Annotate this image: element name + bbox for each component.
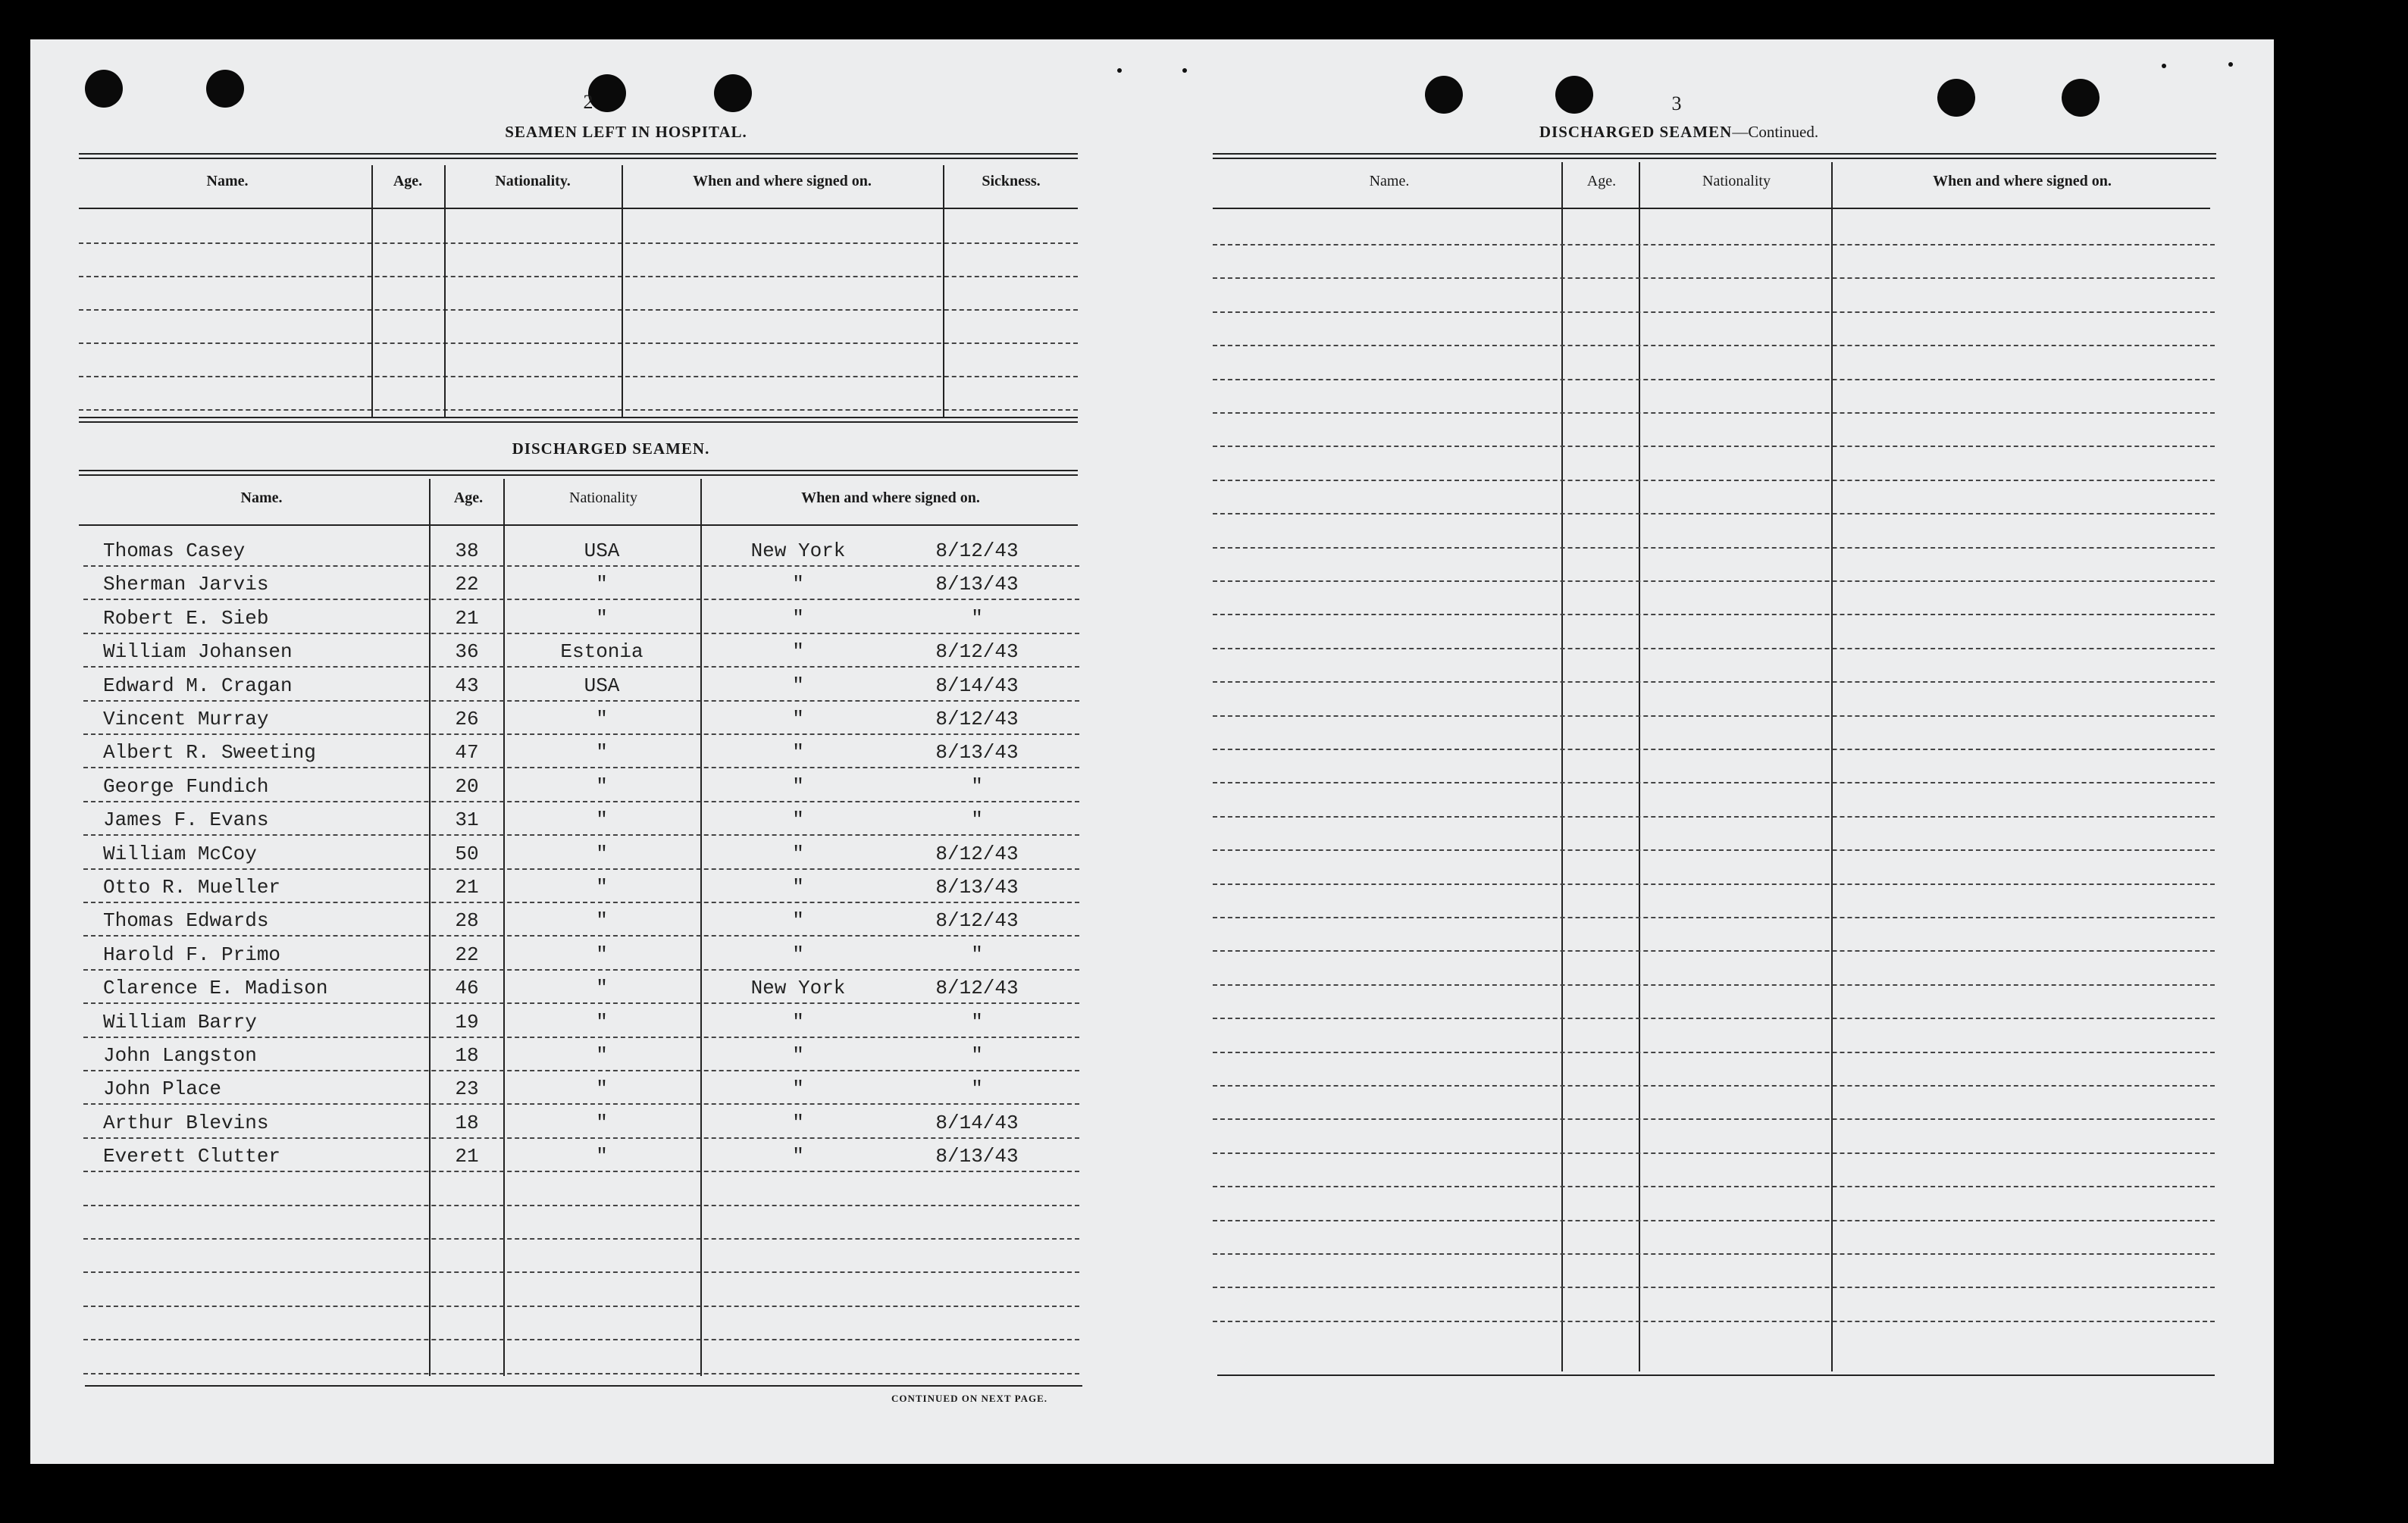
punch-hole (2062, 79, 2100, 117)
seaman-nationality: " (596, 1044, 608, 1067)
seaman-name: Robert E. Sieb (103, 606, 269, 630)
right-row-line (1213, 580, 2215, 582)
seaman-signed-place: " (792, 943, 804, 966)
seaman-signed-date: 8/13/43 (935, 573, 1019, 596)
document-sheet (30, 39, 2274, 1464)
seaman-nationality: " (596, 1145, 608, 1168)
seaman-signed-place: " (792, 909, 804, 933)
page-number-right: 3 (1671, 92, 1682, 114)
hospital-row-line (79, 376, 1078, 377)
seaman-signed-date: " (971, 808, 983, 832)
right-row-line (1213, 849, 2215, 851)
discharged-row-line (83, 834, 1079, 836)
seaman-nationality: " (596, 977, 608, 1000)
hospital-row-line (79, 309, 1078, 311)
seaman-nationality: " (596, 1010, 608, 1034)
ink-speck (2228, 62, 2233, 67)
seaman-signed-place: " (792, 1077, 804, 1101)
right-row-line (1213, 1253, 2215, 1255)
seaman-nationality: " (596, 708, 608, 730)
discharged-col-signed-on: When and where signed on. (801, 489, 980, 506)
seaman-nationality: " (596, 774, 608, 798)
right-row-line (1213, 513, 2215, 514)
hospital-col-divider (943, 165, 944, 417)
seaman-nationality: " (596, 573, 608, 596)
right-row-line (1213, 883, 2215, 885)
seaman-signed-place: " (792, 808, 804, 832)
seaman-nationality: " (596, 1077, 608, 1101)
discharged-col-nationality: Nationality (569, 489, 637, 506)
seaman-signed-date: 8/12/43 (935, 977, 1019, 1000)
seaman-age: 19 (455, 1010, 479, 1034)
discharged-row-line (83, 733, 1079, 735)
discharged-row-line (83, 1002, 1079, 1004)
seaman-age: 47 (455, 741, 479, 765)
seaman-signed-date: " (971, 1044, 983, 1067)
hospital-col-divider (371, 165, 373, 417)
seaman-age: 46 (455, 977, 479, 1000)
right-row-line (1213, 1287, 2215, 1288)
seaman-nationality: " (596, 943, 608, 966)
seaman-nationality: " (596, 909, 608, 933)
seaman-age: 36 (455, 640, 479, 664)
seaman-signed-date: " (971, 774, 983, 798)
hospital-col-divider (444, 165, 446, 417)
discharged-row-line (83, 767, 1079, 768)
right-row-line (1213, 244, 2215, 245)
right-row-line (1213, 446, 2215, 447)
seaman-age: 22 (455, 943, 479, 966)
seaman-signed-date: 8/14/43 (935, 674, 1019, 697)
discharged-col-divider (700, 479, 702, 1376)
hospital-top-rule (79, 153, 1078, 159)
seaman-nationality: " (596, 842, 608, 865)
seaman-signed-date: 8/12/43 (935, 842, 1019, 865)
hospital-col-name: Name. (206, 173, 249, 189)
right-row-line (1213, 614, 2215, 615)
discharged-row-line (83, 700, 1079, 702)
seaman-signed-place: " (792, 1010, 804, 1034)
right-row-line (1213, 715, 2215, 717)
seaman-signed-place: New York (750, 539, 846, 562)
discharged-col-divider (429, 479, 431, 1376)
right-col-divider (1831, 162, 1833, 1371)
seaman-name: William Barry (103, 1010, 257, 1034)
hospital-row-line (79, 409, 1078, 411)
discharged-row-line (83, 666, 1079, 668)
right-row-line (1213, 1152, 2215, 1154)
right-row-line (1213, 412, 2215, 414)
right-bottom-rule (1217, 1374, 2215, 1376)
right-row-line (1213, 648, 2215, 649)
seaman-name: Albert R. Sweeting (103, 741, 316, 765)
seaman-age: 43 (455, 674, 479, 697)
right-row-line (1213, 681, 2215, 683)
discharged-row-line (83, 633, 1079, 634)
seaman-signed-date: " (971, 1010, 983, 1034)
continued-title-suffix: —Continued. (1732, 123, 1819, 141)
seaman-signed-place: " (792, 674, 804, 697)
seaman-age: 21 (455, 1145, 479, 1168)
discharged-row-line (83, 801, 1079, 802)
seaman-age: 22 (455, 573, 479, 596)
page-number-left: 2 (583, 91, 593, 113)
seaman-signed-date: 8/12/43 (935, 640, 1019, 664)
right-col-nationality: Nationality (1702, 173, 1771, 189)
right-row-line (1213, 917, 2215, 918)
seaman-signed-place: " (792, 876, 804, 899)
discharged-row-line (83, 1238, 1079, 1240)
seaman-name: Thomas Edwards (103, 909, 269, 933)
right-row-line (1213, 480, 2215, 481)
seaman-name: Vincent Murray (103, 708, 269, 730)
seaman-signed-place: " (792, 1111, 804, 1134)
seaman-nationality: " (596, 808, 608, 832)
right-row-line (1213, 1220, 2215, 1221)
seaman-age: 31 (455, 808, 479, 832)
seaman-name: John Place (103, 1077, 222, 1101)
right-row-line (1213, 1052, 2215, 1053)
right-col-divider (1561, 162, 1563, 1371)
right-row-line (1213, 816, 2215, 818)
ink-speck (1117, 68, 1122, 73)
hospital-col-divider (622, 165, 623, 417)
hospital-col-sickness: Sickness. (982, 173, 1041, 189)
discharged-col-divider (503, 479, 505, 1376)
right-row-line (1213, 749, 2215, 750)
hospital-col-age: Age. (393, 173, 423, 189)
seaman-nationality: " (596, 876, 608, 899)
seaman-age: 21 (455, 606, 479, 630)
hospital-col-nationality: Nationality. (495, 173, 571, 189)
right-row-line (1213, 782, 2215, 783)
seaman-name: Harold F. Primo (103, 943, 281, 966)
seaman-signed-date: 8/12/43 (935, 708, 1019, 730)
seaman-age: 21 (455, 876, 479, 899)
right-row-line (1213, 277, 2215, 279)
continued-title-main: DISCHARGED SEAMEN (1539, 123, 1733, 141)
seaman-name: Edward M. Cragan (103, 674, 293, 697)
seaman-name: Thomas Casey (103, 539, 246, 562)
seaman-age: 18 (455, 1111, 479, 1134)
discharged-row-line (83, 565, 1079, 567)
seaman-name: Arthur Blevins (103, 1111, 269, 1134)
punch-hole (206, 70, 244, 108)
discharged-row-line (83, 969, 1079, 971)
discharged-row-line (83, 1037, 1079, 1038)
seaman-signed-place: " (792, 842, 804, 865)
seaman-name: Otto R. Mueller (103, 876, 281, 899)
right-row-line (1213, 1118, 2215, 1120)
continued-note: CONTINUED ON NEXT PAGE. (891, 1393, 1047, 1404)
hospital-col-signed-on: When and where signed on. (693, 173, 872, 189)
seaman-nationality: Estonia (560, 640, 643, 664)
punch-hole (85, 70, 123, 108)
discharged-header-rule (79, 524, 1078, 526)
discharged-row-line (83, 868, 1079, 870)
seaman-signed-place: " (792, 774, 804, 798)
seaman-signed-date: 8/12/43 (935, 539, 1019, 562)
seaman-age: 20 (455, 774, 479, 798)
seaman-signed-place: New York (750, 977, 846, 1000)
right-row-line (1213, 345, 2215, 346)
hospital-bottom-rule (79, 417, 1078, 423)
discharged-section-title: DISCHARGED SEAMEN. (512, 439, 710, 458)
discharged-col-age: Age. (453, 489, 484, 506)
discharged-row-line (83, 599, 1079, 600)
seaman-signed-date: 8/14/43 (935, 1111, 1019, 1134)
right-row-line (1213, 547, 2215, 549)
seaman-age: 23 (455, 1077, 479, 1101)
seaman-nationality: USA (584, 674, 620, 697)
right-row-line (1213, 1085, 2215, 1087)
seaman-name: William Johansen (103, 640, 293, 664)
seaman-signed-date: " (971, 606, 983, 630)
seaman-signed-place: " (792, 1044, 804, 1067)
right-header-rule (1213, 208, 2210, 209)
seaman-age: 38 (455, 539, 479, 562)
right-row-line (1213, 1186, 2215, 1187)
ink-speck (2162, 64, 2166, 68)
discharged-row-line (83, 1205, 1079, 1206)
seaman-name: John Langston (103, 1044, 257, 1067)
seaman-signed-place: " (792, 606, 804, 630)
seaman-age: 18 (455, 1044, 479, 1067)
seaman-signed-date: " (971, 1077, 983, 1101)
discharged-row-line (83, 1271, 1079, 1273)
discharged-row-line (83, 1373, 1079, 1374)
hospital-row-line (79, 276, 1078, 277)
seaman-nationality: " (596, 1111, 608, 1134)
discharged-row-line (83, 1070, 1079, 1071)
punch-hole (1555, 76, 1593, 114)
seaman-signed-place: " (792, 640, 804, 664)
seaman-nationality: " (596, 741, 608, 765)
discharged-row-line (83, 902, 1079, 903)
seaman-age: 50 (455, 842, 479, 865)
right-row-line (1213, 1018, 2215, 1019)
punch-hole (714, 74, 752, 112)
ink-speck (1182, 68, 1187, 73)
right-row-line (1213, 950, 2215, 952)
seaman-signed-place: " (792, 708, 804, 730)
seaman-name: Everett Clutter (103, 1145, 281, 1168)
right-top-rule (1213, 153, 2216, 159)
right-row-line (1213, 311, 2215, 313)
right-col-signed-on: When and where signed on. (1933, 173, 2112, 189)
discharged-row-line (83, 1306, 1079, 1307)
seaman-age: 26 (455, 708, 479, 730)
seaman-signed-date: " (971, 943, 983, 966)
right-col-age: Age. (1586, 173, 1617, 189)
seaman-signed-date: 8/12/43 (935, 909, 1019, 933)
seaman-name: James F. Evans (103, 808, 269, 832)
punch-hole (1937, 79, 1975, 117)
seaman-name: Clarence E. Madison (103, 977, 328, 1000)
discharged-row-line (83, 935, 1079, 937)
punch-hole (1425, 76, 1463, 114)
hospital-section-title: SEAMEN LEFT IN HOSPITAL. (505, 123, 747, 141)
seaman-signed-date: 8/13/43 (935, 1145, 1019, 1168)
discharged-row-line (83, 1137, 1079, 1139)
discharged-row-line (83, 1171, 1079, 1172)
seaman-name: Sherman Jarvis (103, 573, 269, 596)
seaman-nationality: " (596, 606, 608, 630)
right-row-line (1213, 984, 2215, 986)
seaman-signed-date: 8/13/43 (935, 876, 1019, 899)
continued-section-title (1433, 123, 1925, 142)
discharged-row-line (83, 1103, 1079, 1105)
seaman-age: 28 (455, 909, 479, 933)
right-row-line (1213, 1321, 2215, 1322)
seaman-signed-place: " (792, 1145, 804, 1168)
right-col-divider (1639, 162, 1640, 1371)
seaman-signed-date: 8/13/43 (935, 741, 1019, 765)
right-col-name: Name. (1369, 173, 1410, 189)
discharged-col-name: Name. (240, 489, 283, 506)
hospital-row-line (79, 242, 1078, 244)
seaman-signed-place: " (792, 573, 804, 596)
seaman-name: George Fundich (103, 774, 269, 798)
discharged-bottom-rule (85, 1385, 1082, 1387)
hospital-header-rule (79, 208, 1078, 209)
seaman-signed-place: " (792, 741, 804, 765)
discharged-top-rule (79, 470, 1078, 476)
hospital-row-line (79, 342, 1078, 344)
discharged-row-line (83, 1339, 1079, 1340)
seaman-nationality: USA (584, 539, 620, 562)
seaman-name: William McCoy (103, 842, 257, 865)
right-row-line (1213, 379, 2215, 380)
